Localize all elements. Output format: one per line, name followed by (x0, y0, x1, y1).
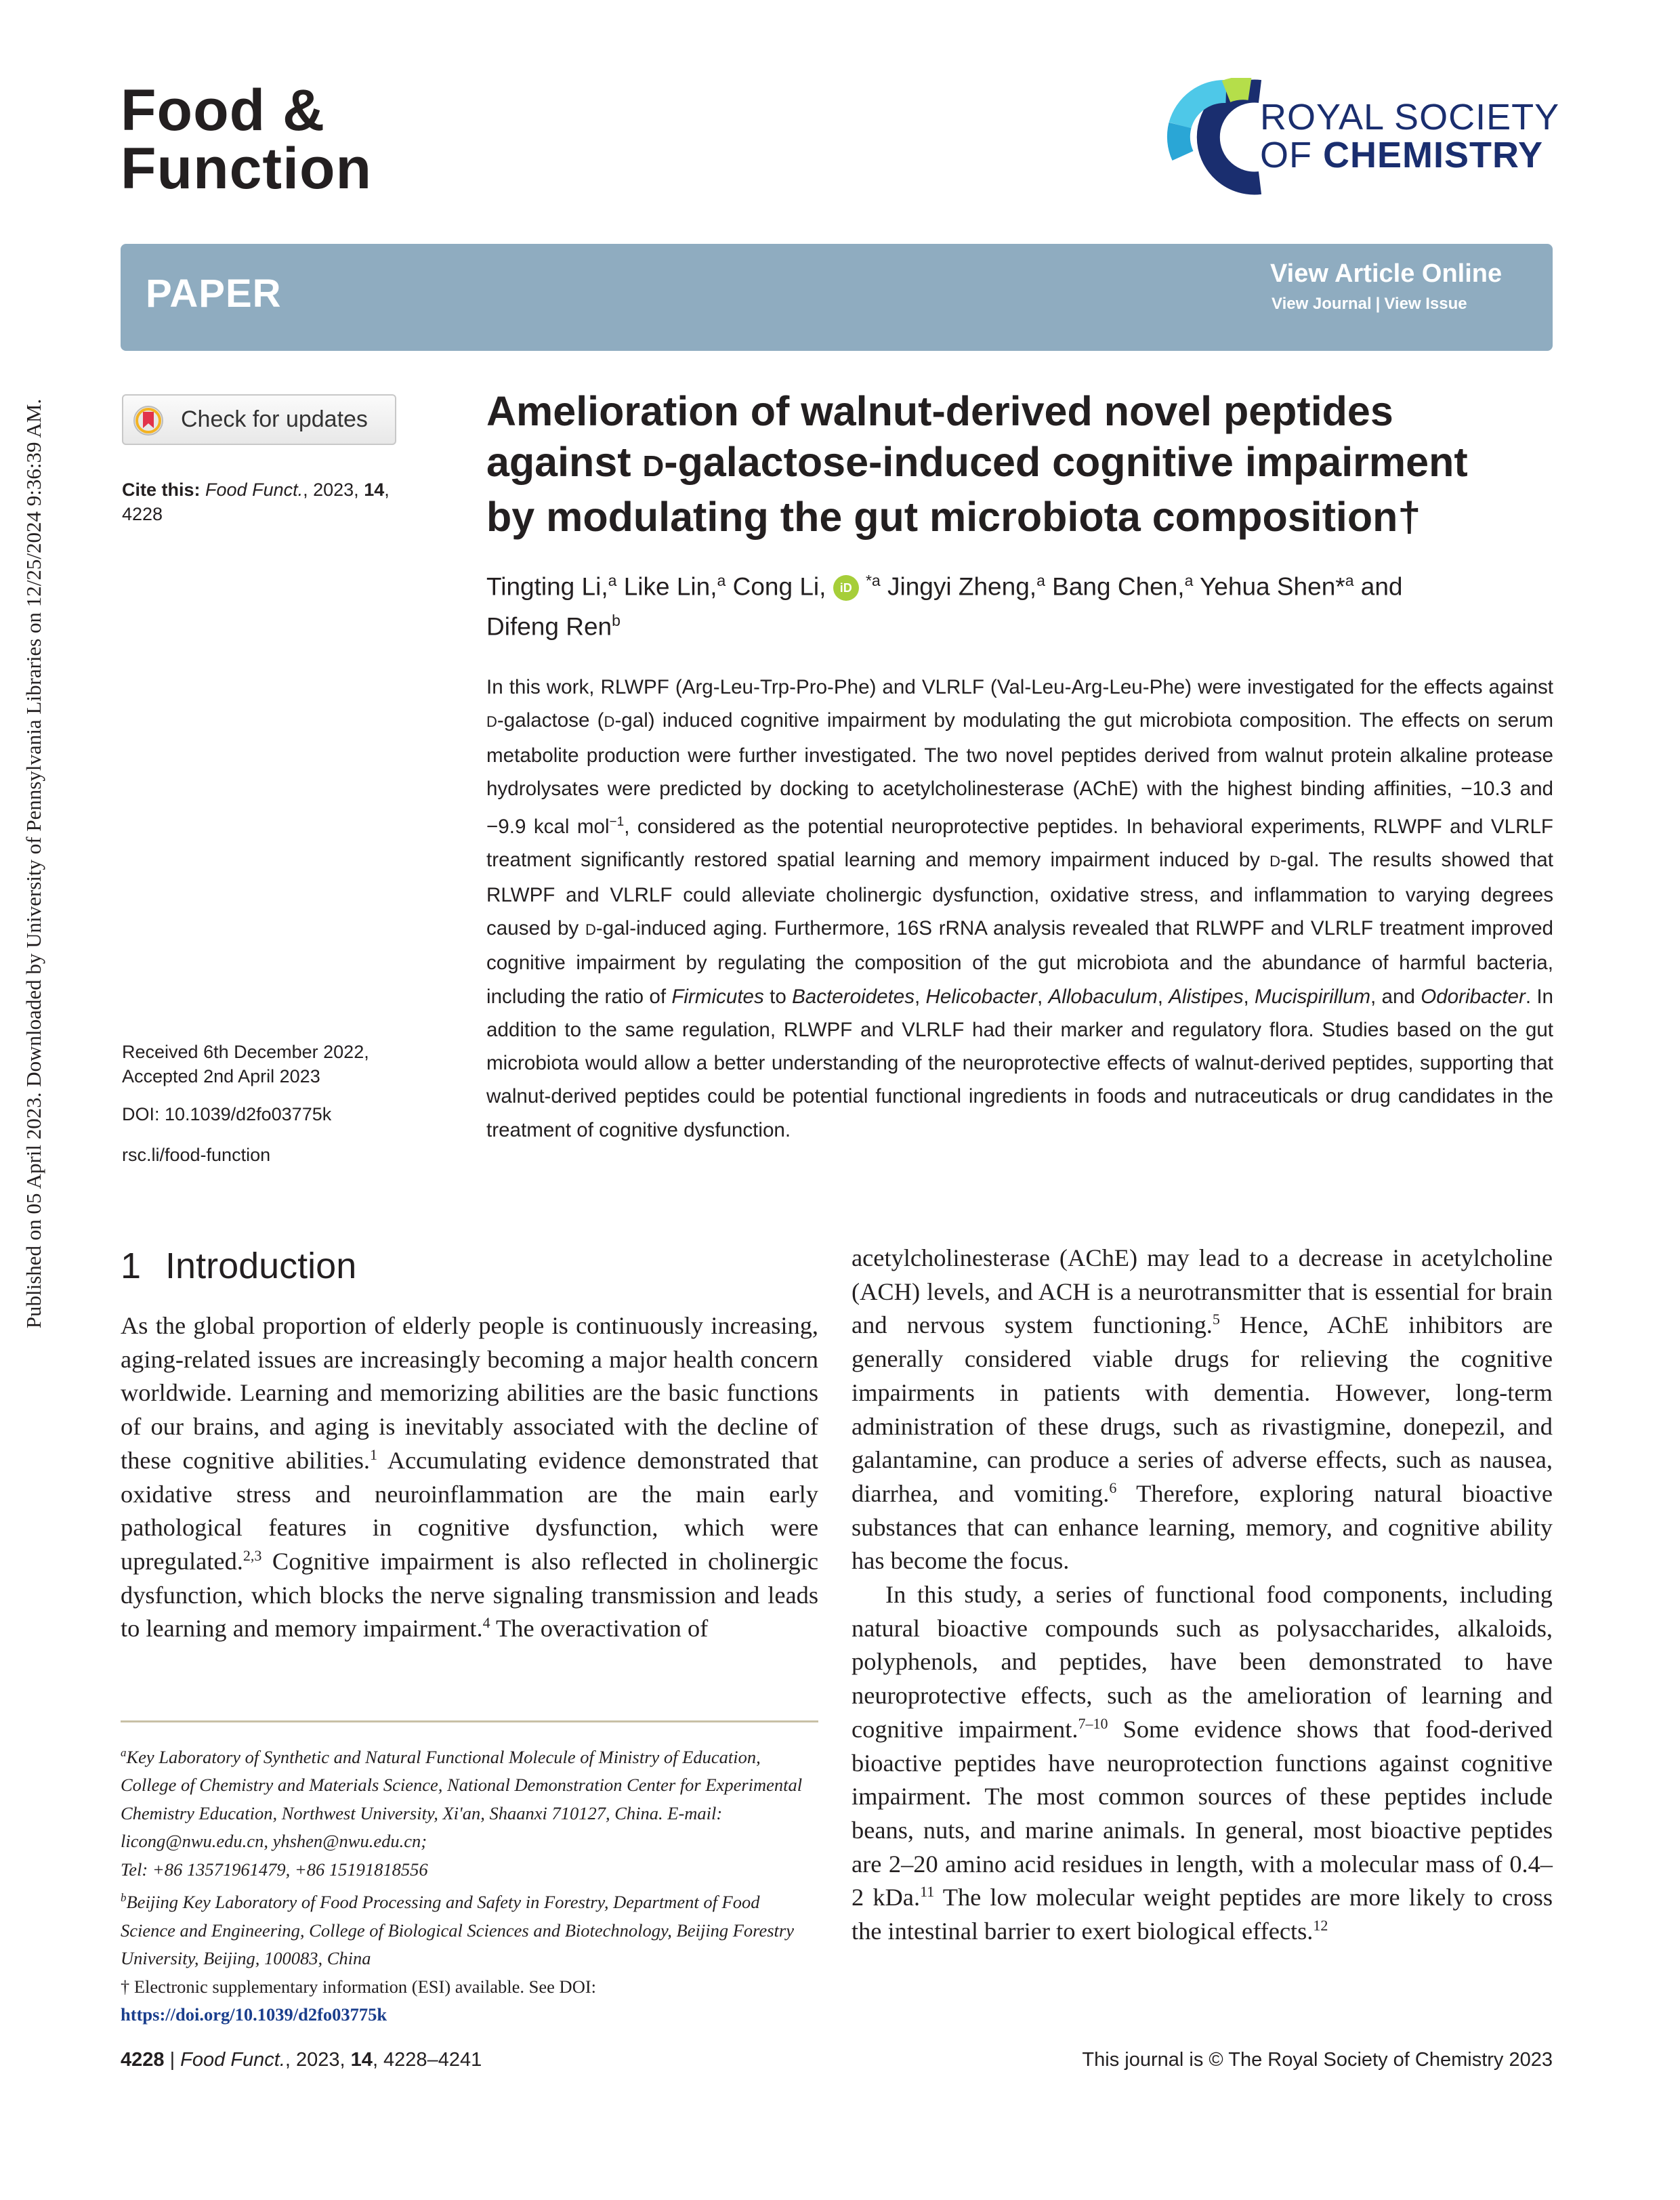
download-note: Published on 05 April 2023. Downloaded by University of Pennsylvania Libraries on 12/25/2024 9:36:39 AM. (22, 398, 45, 1329)
view-journal-link[interactable]: View Journal (1272, 295, 1372, 313)
author-list: Tingting Li,$^a$ Like Lin,$^a$ Cong Li, iD $^{*a}$ Jingyi Zheng,$^a$ Bang Chen,$^a$ Yehua Shen*$^a$ and Difeng Ren$^b$ (486, 572, 1403, 641)
view-article-online-link[interactable]: View Article Online (1270, 259, 1503, 288)
orcid-icon[interactable]: iD (833, 575, 859, 601)
journal-link[interactable]: rsc.li/food-function (122, 1145, 271, 1165)
abstract: In this work, RLWPF (Arg-Leu-Trp-Pro-Phe) and VLRLF (Val-Leu-Arg-Leu-Phe) were investigated for the effects against D-galactose (D-gal) induced cognitive impairment by modulating the gut microbiota composition. The effects on serum metabolite production were further investigated. The two novel peptides derived from walnut protein alkaline protease hydrolysates were predicted by docking to acetylcholinesterase (AChE) with the highest binding affinities, −10.3 and −9.9 kcal mol$^{-1}$, considered as the potential neuroprotective peptides. In behavioral experiments, RLWPF and VLRLF treatment significantly restored spatial learning and memory impairment induced by D-gal. The results showed that RLWPF and VLRLF could alleviate cholinergic dysfunction, oxidative stress, and inflammation to varying degrees caused by D-gal-induced aging. Furthermore, 16S rRNA analysis revealed that RLWPF and VLRLF treatment improved cognitive impairment by regulating the composition of the gut microbiota and the abundance of harmful bacteria, including the ratio of Firmicutes to Bacteroidetes, Helicobacter, Allobaculum, Alistipes, Mucispirillum, and Odoribacter. In addition to the same regulation, RLWPF and VLRLF had their marker and regulatory flora. Studies based on the gut microbiota would allow a better understanding of the neuroprotective effects of walnut-derived peptides, supporting that walnut-derived peptides could be potential functional ingredients in foods and nutraceuticals or drug candidates in the treatment of cognitive dysfunction. (486, 676, 1554, 1141)
received-dates: Received 6th December 2022, Accepted 2nd April 2023 (122, 1042, 369, 1086)
body-text-left: As the global proportion of elderly people is continuously increasing, aging-related issues are increasingly becoming a major health concern worldwide. Learning and memorizing abilities are the basic functions of our brains, and aging is inevitably associated with the decline of these cognitive abilities.$^1$ Accumulating evidence demonstrated that oxidative stress and neuroinflammation are the main early pathological features in cognitive dysfunction, which were upregulated.$^{2,3}$ Cognitive impairment is also reflected in cholinergic dysfunction, which blocks the nerve signaling transmission and leads to learning and memory impairment.$^4$ The overactivation of (121, 1312, 818, 1643)
view-links: View Journal | View Issue (1272, 295, 1467, 313)
view-issue-link[interactable]: View Issue (1384, 295, 1467, 313)
bookmark-icon (133, 405, 164, 436)
publisher-name: ROYAL SOCIETY OF CHEMISTRY (1260, 97, 1560, 175)
copyright-notice: This journal is © The Royal Society of Chemistry 2023 (1082, 2049, 1553, 2071)
doi[interactable]: DOI: 10.1039/d2fo03775k (122, 1104, 332, 1124)
check-for-updates-button[interactable] (122, 394, 396, 445)
footnote-divider (121, 1720, 818, 1722)
check-updates-label: Check for updates (181, 406, 368, 432)
body-text-right: acetylcholinesterase (AChE) may lead to a decrease in acetylcholine (ACH) levels, and ACH is a neurotransmitter that is essential for brain and nervous system functioning.$^5$ Hence, AChE inhibitors are generally considered viable drugs for relieving the cognitive impairments in patients with dementia. However, long-term administration of these drugs, such as rivastigmine, donepezil, and galantamine, can produce a series of adverse effects, such as nausea, diarrhea, and vomiting.$^6$ Therefore, exploring natural bioactive substances that can enhance learning, memory, and cognitive ability has become the focus. In this study, a series of functional food components, including natural bioactive compounds such as polysaccharides, alkaloids, polyphenols, and peptides, have been demonstrated to have neuroprotective effects, such as the amelioration of learning and cognitive impairment.$^{7-10}$ Some evidence shows that food-derived bioactive peptides have neuroprotection functions against cognitive impairment. The most common sources of these peptides include beans, nuts, and marine animals. In general, most bioactive peptides are 2–20 amino acid residues in length, with a molecular mass of 0.4–2 kDa.$^{11}$ The low molecular weight peptides are more likely to cross the intestinal barrier to exert biological effects.$^{12}$ (852, 1244, 1553, 1945)
page-footer-citation: 4228 | Food Funct., 2023, 14, 4228–4241 (121, 2049, 482, 2071)
article-type-label: PAPER (146, 272, 282, 316)
citation: Cite this: Food Funct., 2023, 14, 4228 (122, 480, 390, 524)
affiliations: $^a$Key Laboratory of Synthetic and Natural Functional Molecule of Ministry of Education, College of Chemistry and Materials Science, National Demonstration Center for Experimental Chemistry Education, Northwest University, Xi'an, Shaanxi 710127, China. E-mail: licong@nwu.edu.cn, yhshen@nwu.edu.cn; Tel: +86 13571961479, +86 15191818556 $^b$Beijing Key Laboratory of Food Processing and Safety in Forestry, Department of Food Science and Engineering, College of Biological Sciences and Biotechnology, Beijing Forestry University, Beijing, 100083, China † Electronic supplementary information (ESI) available. See DOI: https://doi.org/10.1039/d2fo03775k (121, 1746, 803, 2025)
esi-doi-link[interactable]: https://doi.org/10.1039/d2fo03775k (121, 2004, 387, 2025)
article-title: Amelioration of walnut-derived novel peptides against D-galactose-induced cognitive impairment by modulating the gut microbiota composition† (486, 388, 1468, 540)
journal-title[interactable]: Food & Function (121, 78, 373, 201)
section-heading: 1 Introduction (121, 1246, 357, 1286)
